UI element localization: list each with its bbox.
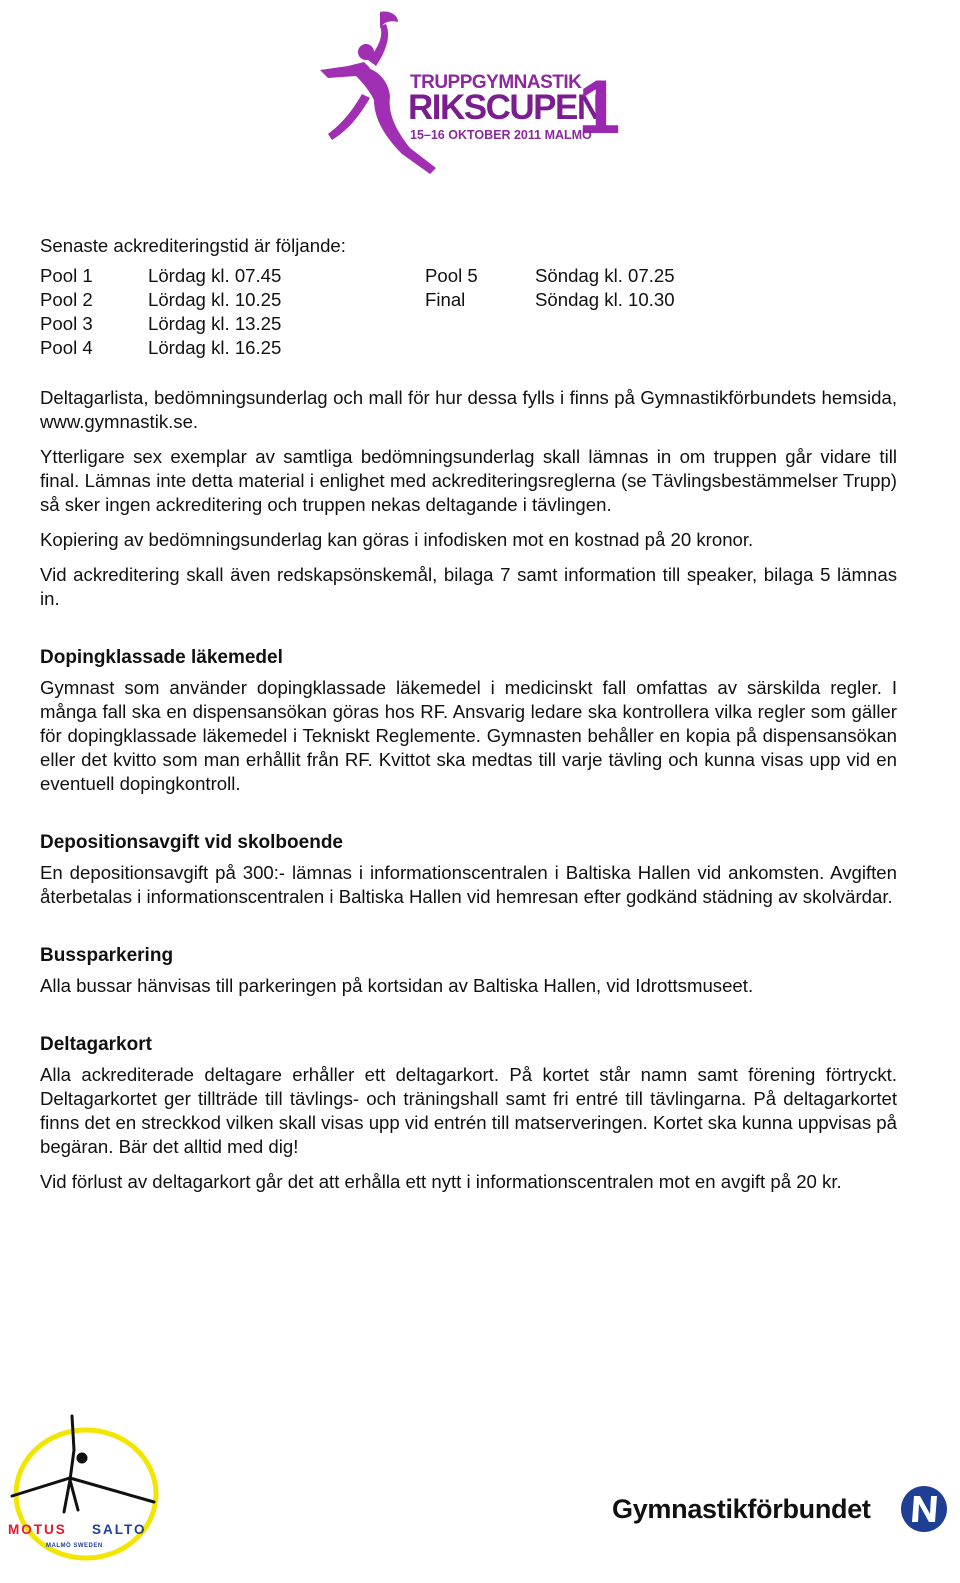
pool-time: Lördag kl. 13.25	[148, 313, 282, 334]
bus-paragraph: Alla bussar hänvisas till parkeringen på kortsidan av Baltiska Hallen, vid Idrottsmuseet.	[40, 975, 754, 996]
schedule-row	[40, 288, 897, 312]
pool-name: Final	[425, 289, 466, 310]
pool-time: Lördag kl. 10.25	[148, 289, 282, 310]
accreditation-schedule	[40, 264, 897, 360]
schedule-row	[40, 264, 897, 288]
federation-name: Gymnastikförbundet	[612, 1494, 871, 1524]
logo-main-text: RIKSCUPEN	[408, 88, 601, 127]
pool-time: Lördag kl. 07.45	[148, 265, 282, 286]
rikscupen-logo	[318, 8, 621, 176]
pool-time: Lördag kl. 16.25	[148, 337, 282, 358]
pool-name: Pool 3	[40, 313, 93, 334]
schedule-row	[40, 336, 897, 360]
pool-name: Pool 1	[40, 265, 93, 286]
accreditation-intro: Senaste ackrediteringstid är följande:	[40, 235, 346, 256]
gymnastikforbundet-logo	[612, 1484, 952, 1540]
bus-heading: Bussparkering	[40, 945, 174, 966]
pool-name: Pool 2	[40, 289, 93, 310]
deposit-heading: Depositionsavgift vid skolboende	[40, 832, 343, 853]
schedule-row	[40, 312, 897, 336]
logo-title: TRUPPGYMNASTIK	[410, 72, 582, 93]
copies-paragraph: Ytterligare sex exemplar av samtliga bedömningsunderlag skall lämnas in om truppen går vidare till final. Lämnas inte detta material i enlighet med ackrediteringsreglerna (se Tävlingsbestämmelser Trupp) så sker ingen ackreditering och truppen nekas deltagande i tävlingen.	[40, 446, 897, 515]
city-text: MALMÖ SWEDEN	[46, 1543, 103, 1549]
doping-heading: Dopingklassade läkemedel	[40, 647, 283, 668]
logo-date: 15–16 OKTOBER 2011 MALMÖ	[410, 128, 592, 142]
participant-list-paragraph: Deltagarlista, bedömningsunderlag och mall för hur dessa fylls i finns på Gymnastikförbundets hemsida, www.gymnastik.se.	[40, 387, 897, 432]
pool-time: Söndag kl. 07.25	[535, 265, 675, 286]
doping-paragraph: Gymnast som använder dopingklassade läkemedel i medicinskt fall omfattas av särskilda regler. I många fall ska en dispensansökan göras hos RF. Ansvarig ledare ska kontrollera vilka regler som gäller för dopingklassade läkemedel i Tekniskt Reglemente. Gymnasten behåller en kopia på dispensansökan eller det kvitto som man erhållit från RF. Kvittot ska medtas till varje tävling och kunna visas upp vid en eventuell dopingkontroll.	[40, 677, 897, 794]
motus-text: MOTUS	[8, 1522, 67, 1537]
card-paragraph: Alla ackrediterade deltagare erhåller ett deltagarkort. På kortet står namn samt förening förtryckt. Deltagarkortet ger tillträde till tävlings- och träningshall samt fri entré till tävlingarna. På deltagarkortet finns det en streckkod vilken skall visas upp vid entrén till matserveringen. Kortet ska kunna uppvisas på begäran. Bär det alltid med dig!	[40, 1064, 897, 1157]
logo-number: 1	[578, 65, 621, 150]
card-loss-paragraph: Vid förlust av deltagarkort går det att erhålla ett nytt i informationscentralen mot en avgift på 20 kr.	[40, 1171, 842, 1192]
salto-text: SALTO	[92, 1522, 147, 1537]
card-heading: Deltagarkort	[40, 1034, 152, 1055]
motus-salto-logo	[4, 1410, 164, 1575]
pool-name: Pool 4	[40, 337, 93, 358]
pool-name: Pool 5	[425, 265, 478, 286]
pool-time: Söndag kl. 10.30	[535, 289, 675, 310]
copying-paragraph: Kopiering av bedömningsunderlag kan göras i infodisken mot en kostnad på 20 kronor.	[40, 529, 754, 550]
deposit-paragraph: En depositionsavgift på 300:- lämnas i informationscentralen i Baltiska Hallen vid ankomsten. Avgiften återbetalas i informationscentralen i Baltiska Hallen vid hemresan efter godkänd städning av skolvärdar.	[40, 862, 897, 907]
gymnast-ring-icon	[4, 1410, 164, 1575]
federation-emblem-icon	[900, 1484, 948, 1534]
main-content	[40, 234, 897, 1194]
equipment-paragraph: Vid ackreditering skall även redskapsönskemål, bilaga 7 samt information till speaker, bilaga 5 lämnas in.	[40, 564, 897, 609]
